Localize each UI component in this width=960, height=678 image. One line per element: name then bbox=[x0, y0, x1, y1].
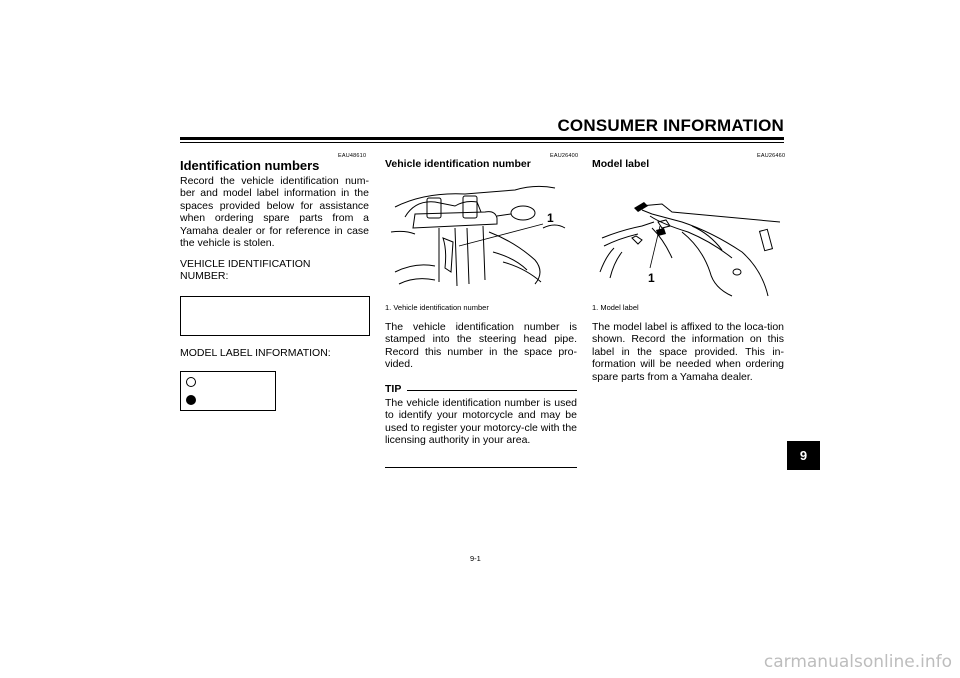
section-body: The vehicle identification number is stamped into the steering head pipe. Record this number in the space pro-vided. bbox=[385, 321, 577, 371]
section-body: Record the vehicle identification num-ber and model label information in the spaces provided below for assistance when ordering spare parts from a Yamaha dealer or for reference in case the vehicle is stolen. bbox=[180, 175, 369, 250]
section-heading: Model label bbox=[592, 158, 650, 170]
tip-label: TIP bbox=[385, 383, 402, 395]
chapter-tab: 9 bbox=[787, 441, 820, 470]
section-code: EAU26460 bbox=[757, 153, 786, 159]
section-heading: Identification numbers bbox=[180, 158, 320, 173]
callout-number: 1 bbox=[648, 271, 655, 285]
title-rule-thin bbox=[180, 142, 784, 143]
model-label-box bbox=[180, 371, 276, 411]
section-code: EAU48610 bbox=[338, 153, 367, 159]
section-body: The model label is affixed to the loca-tion shown. Record the information on this label in the space provided. This in-formation will be needed when ordering spare parts from a Yamaha dealer. bbox=[592, 321, 784, 383]
filled-circle-icon bbox=[186, 395, 196, 405]
section-code: EAU26400 bbox=[550, 153, 579, 159]
steering-head-illustration bbox=[385, 172, 577, 296]
tip-top-rule bbox=[407, 390, 577, 391]
figure-caption: 1. Model label bbox=[592, 303, 639, 312]
figure-caption: 1. Vehicle identification number bbox=[385, 303, 489, 312]
page-number: 9-1 bbox=[470, 554, 481, 563]
vin-label-line1: VEHICLE IDENTIFICATION bbox=[180, 258, 311, 270]
model-label-illustration bbox=[592, 192, 784, 302]
tip-body: The vehicle identification number is used to identify your motorcycle and may be used to register your motorcy-cle with the licensing authority in your area. bbox=[385, 397, 577, 447]
vin-record-box bbox=[180, 296, 370, 336]
hollow-circle-icon bbox=[186, 377, 196, 387]
tip-bottom-rule bbox=[385, 467, 577, 468]
section-heading: Vehicle identification number bbox=[385, 158, 531, 170]
page-title: CONSUMER INFORMATION bbox=[557, 116, 784, 135]
watermark: carmanualsonline.info bbox=[763, 652, 952, 672]
vin-label-line2: NUMBER: bbox=[180, 270, 229, 282]
title-rule bbox=[180, 137, 784, 140]
callout-number: 1 bbox=[547, 211, 554, 225]
model-label-heading: MODEL LABEL INFORMATION: bbox=[180, 347, 331, 359]
